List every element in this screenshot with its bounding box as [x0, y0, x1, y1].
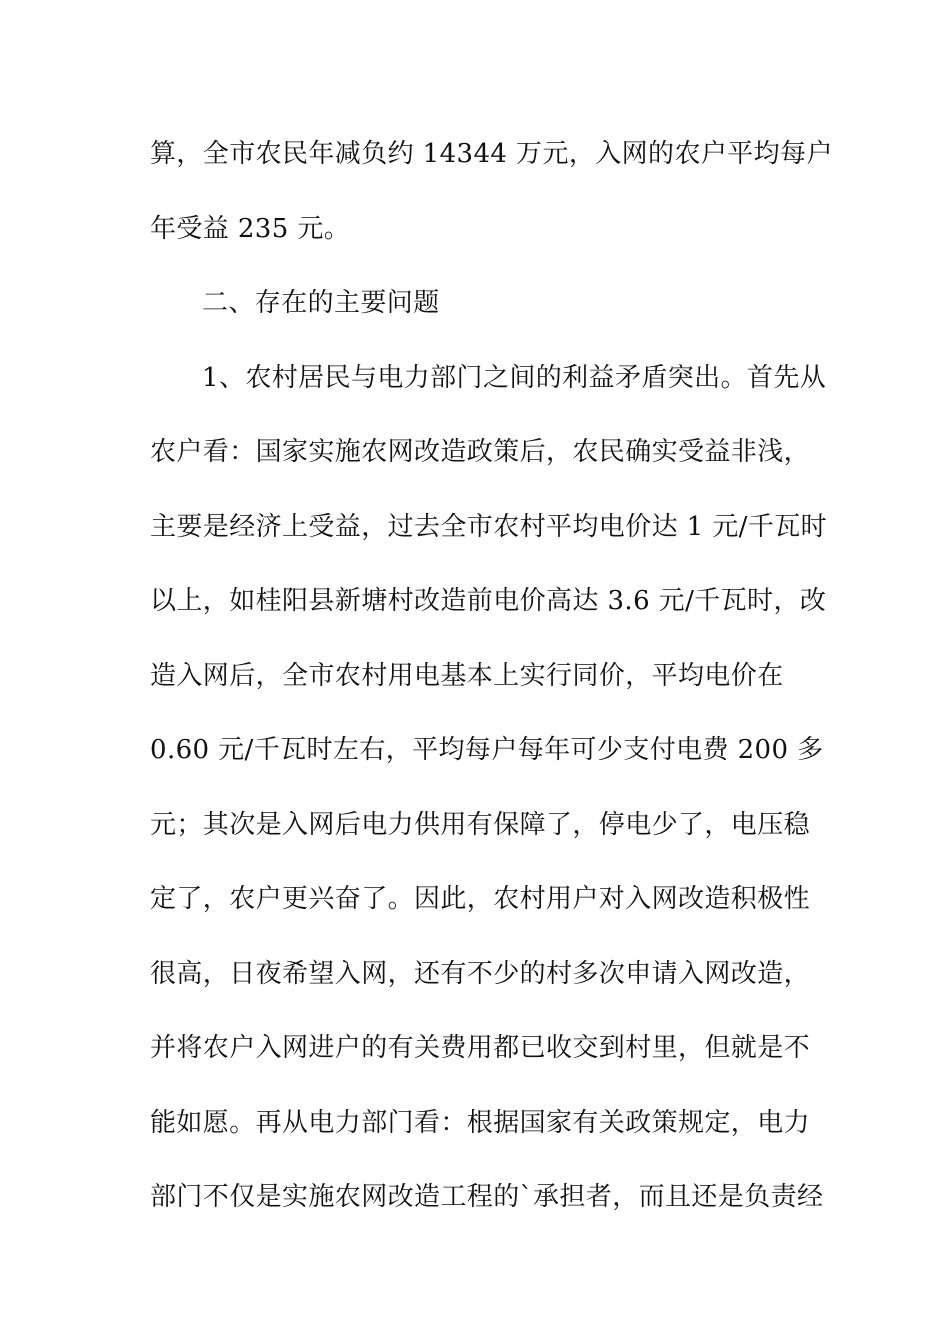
text-line: 农户看：国家实施农网改造政策后，农民确实受益非浅， [150, 437, 811, 467]
text-line: 算，全市农民年减负约 14344 万元，入网的农户平均每户 [150, 139, 833, 169]
text-line: 很高，日夜希望入网，还有不少的村多次申请入网改造， [150, 958, 811, 989]
text-line: 元；其次是入网后电力供用有保障了，停电少了，电压稳 [150, 809, 811, 840]
text-line: 以上，如桂阳县新塘村改造前电价高达 3.6 元/千瓦时，改 [150, 586, 827, 616]
section-heading: 二、存在的主要问题 [202, 288, 440, 318]
text-line: 能如愿。再从电力部门看：根据国家有关政策规定，电力 [150, 1107, 811, 1138]
text-line: 年受益 235 元。 [150, 213, 351, 244]
text-line: 并将农户入网进户的有关费用都已收交到村里，但就是不 [150, 1033, 811, 1063]
text-line: 造入网后，全市农村用电基本上实行同价，平均电价在 [150, 660, 784, 691]
document-body [150, 117, 833, 1235]
text-line: 部门不仅是实施农网改造工程的`承担者，而且还是负责经 [150, 1182, 824, 1212]
text-line: 定了，农户更兴奋了。因此，农村用户对入网改造积极性 [150, 884, 811, 914]
text-line: 0.60 元/千瓦时左右，平均每户每年可少支付电费 200 多 [150, 735, 824, 765]
paragraph-first-line: 1、农村居民与电力部门之间的利益矛盾突出。首先从 [202, 362, 827, 393]
text-line: 主要是经济上受益，过去全市农村平均电价达 1 元/千瓦时 [150, 511, 828, 542]
